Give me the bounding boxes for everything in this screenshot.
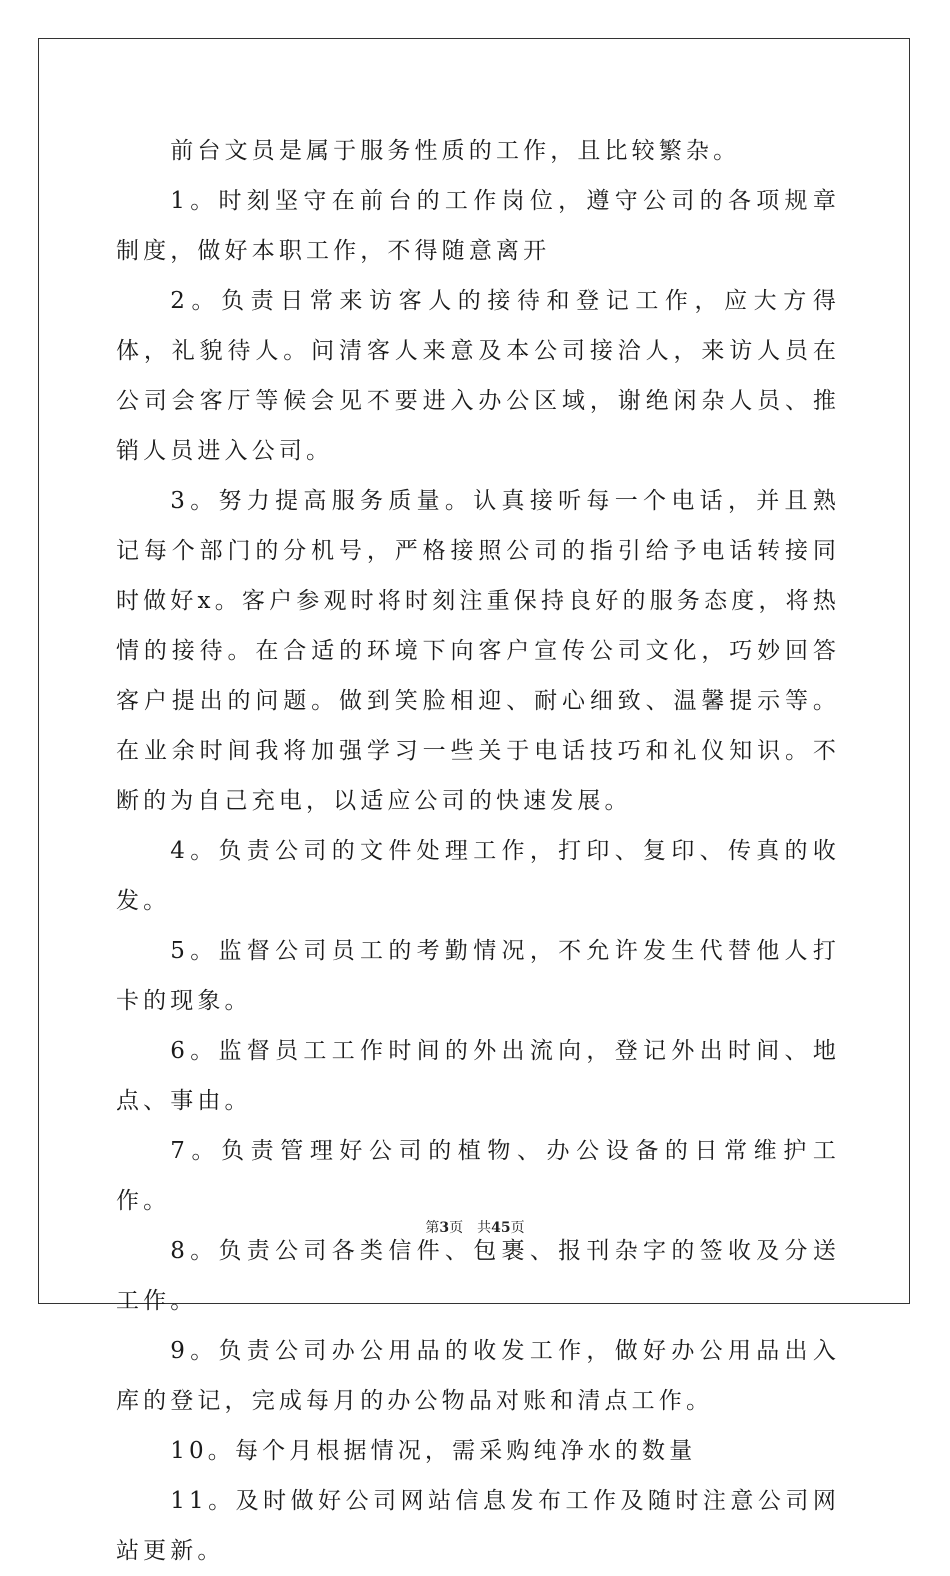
- paragraph-item-4: 4。负责公司的文件处理工作，打印、复印、传真的收发。: [116, 838, 840, 914]
- paragraph-item-1: 1。时刻坚守在前台的工作岗位，遵守公司的各项规章制度，做好本职工作，不得随意离开: [116, 188, 840, 264]
- page-prefix: 第: [425, 1220, 440, 1236]
- paragraph-item-10: 10。每个月根据情况，需采购纯净水的数量: [170, 1438, 697, 1464]
- document-body: [116, 126, 840, 1576]
- paragraph-item-8: 8。负责公司各类信件、包裹、报刊杂字的签收及分送工作。: [116, 1238, 840, 1314]
- paragraph-item-2: 2。负责日常来访客人的接待和登记工作，应大方得体，礼貌待人。问清客人来意及本公司接洽人，来访人员在公司会客厅等候会见不要进入办公区域，谢绝闲杂人员、推销人员进入公司。: [116, 288, 840, 464]
- paragraph-item-11: 11。及时做好公司网站信息发布工作及随时注意公司网站更新。: [116, 1488, 840, 1564]
- paragraph-item-7: 7。负责管理好公司的植物、办公设备的日常维护工作。: [116, 1138, 840, 1214]
- total-suffix: 页: [510, 1220, 525, 1236]
- page-number: 3: [439, 1220, 450, 1236]
- total-prefix: 共: [477, 1220, 492, 1236]
- paragraph-item-3: 3。努力提高服务质量。认真接听每一个电话，并且熟记每个部门的分机号，严格接照公司的指引给予电话转接同时做好x。客户参观时将时刻注重保持良好的服务态度，将热情的接待。在合适的环境下向客户宣传公司文化，巧妙回答客户提出的问题。做到笑脸相迎、耐心细致、温馨提示等。在业余时间我将加强学习一些关于电话技巧和礼仪知识。不断的为自己充电，以适应公司的快速发展。: [116, 488, 840, 814]
- paragraph-item-5: 5。监督公司员工的考勤情况，不允许发生代替他人打卡的现象。: [116, 938, 840, 1014]
- page-footer: [0, 1217, 950, 1237]
- total-pages: 45: [491, 1220, 511, 1236]
- paragraph-item-6: 6。监督员工工作时间的外出流向，登记外出时间、地点、事由。: [116, 1038, 840, 1114]
- paragraph-item-9: 9。负责公司办公用品的收发工作，做好办公用品出入库的登记，完成每月的办公物品对账和清点工作。: [116, 1338, 840, 1414]
- paragraph-intro: 前台文员是属于服务性质的工作，且比较繁杂。: [170, 138, 741, 164]
- page-suffix: 页: [449, 1220, 464, 1236]
